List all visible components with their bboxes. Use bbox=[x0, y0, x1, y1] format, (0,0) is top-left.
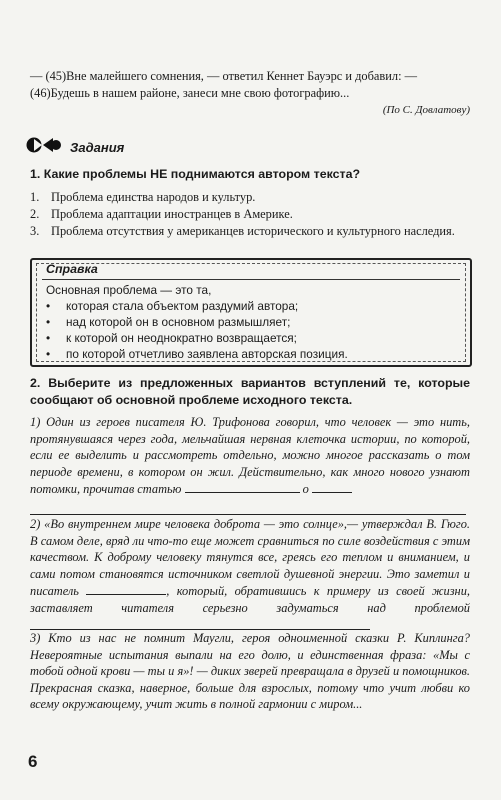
intro-variant-2: 2) «Во внутреннем мире человека доброта — это солнце»,— утверждал В. Гюго. В самом деле, вряд ли что-то еще может сравниться по силе воздействия с этим качеством. К доброму человеку тянутся все, греясь его теплом и вниманием, и сами потом становятся источником светлой душевной энергии. Это заметил и писатель , который, обратившись к примеру из своей жизни, заставляет читателя серьезно задуматься над проблемой bbox=[30, 516, 470, 634]
reference-bullet: • к которой он неоднократно возвращается; bbox=[46, 331, 297, 345]
answer-blank[interactable] bbox=[86, 582, 166, 595]
answer-blank[interactable] bbox=[30, 502, 466, 515]
question-1-options bbox=[30, 189, 470, 240]
answer-blank[interactable] bbox=[312, 480, 352, 493]
intro-passage bbox=[30, 68, 470, 102]
answer-blank[interactable] bbox=[30, 617, 370, 630]
intro-line-2: (46)Будешь в нашем районе, занеси мне свою фотографию... bbox=[30, 86, 350, 100]
intro-variant-3: 3) Кто из нас не помнит Маугли, героя одноименной сказки Р. Киплинга? Невероятные испытания выпали на его долю, и единственная фраза: «Мы с тобой одной крови — ты и я»! — диких зверей превращала в друзей и помощников. Прекрасная сказка, наверное, больше для взрослых, потому что учит любви ко всему окружающему, учит жить в полной гармонии с миром... bbox=[30, 631, 470, 712]
reference-title: Справка bbox=[46, 262, 98, 276]
option-3: 3. Проблема отсутствия у американцев исторического и культурного наследия. bbox=[30, 224, 455, 238]
source-attribution: (По С. Довлатову) bbox=[382, 104, 470, 116]
reference-bullet: • над которой он в основном размышляет; bbox=[46, 315, 291, 329]
reference-box bbox=[30, 258, 472, 367]
reference-body bbox=[46, 282, 454, 362]
question-1-title: 1. Какие проблемы НЕ поднимаются автором текста? bbox=[30, 167, 361, 181]
page-number: 6 bbox=[28, 752, 38, 771]
reference-bullet: • которая стала объектом раздумий автора; bbox=[46, 299, 299, 313]
tasks-emblem-icon bbox=[26, 135, 62, 160]
option-1: 1. Проблема единства народов и культур. bbox=[30, 190, 256, 204]
intro-line-1: — (45)Вне малейшего сомнения, — ответил Кеннет Бауэрс и добавил: — bbox=[30, 69, 418, 83]
reference-bullet: • по которой отчетливо заявлена авторская позиция. bbox=[46, 347, 348, 361]
intro-variant-1: 1) Один из героев писателя Ю. Трифонова говорил, что человек — это нить, протянувшаяся через года, мельчайшая нервная клеточка истории, по которой, если ее выделить и рассмотреть отдельно, можно многое рассказать о том периоде времени, в котором он жил. Действительно, как много нового узнают потомки, прочитав статью о bbox=[30, 414, 470, 520]
option-2: 2. Проблема адаптации иностранцев в Америке. bbox=[30, 207, 293, 221]
answer-blank[interactable] bbox=[185, 480, 300, 493]
reference-lead: Основная проблема — это та, bbox=[46, 283, 212, 297]
question-2-title: 2. Выберите из предложенных вариантов вступлений те, которые сообщают об основной проблеме исходного текста. bbox=[30, 376, 470, 407]
divider bbox=[42, 279, 460, 280]
tasks-header bbox=[26, 136, 124, 158]
tasks-title: Задания bbox=[70, 139, 125, 155]
